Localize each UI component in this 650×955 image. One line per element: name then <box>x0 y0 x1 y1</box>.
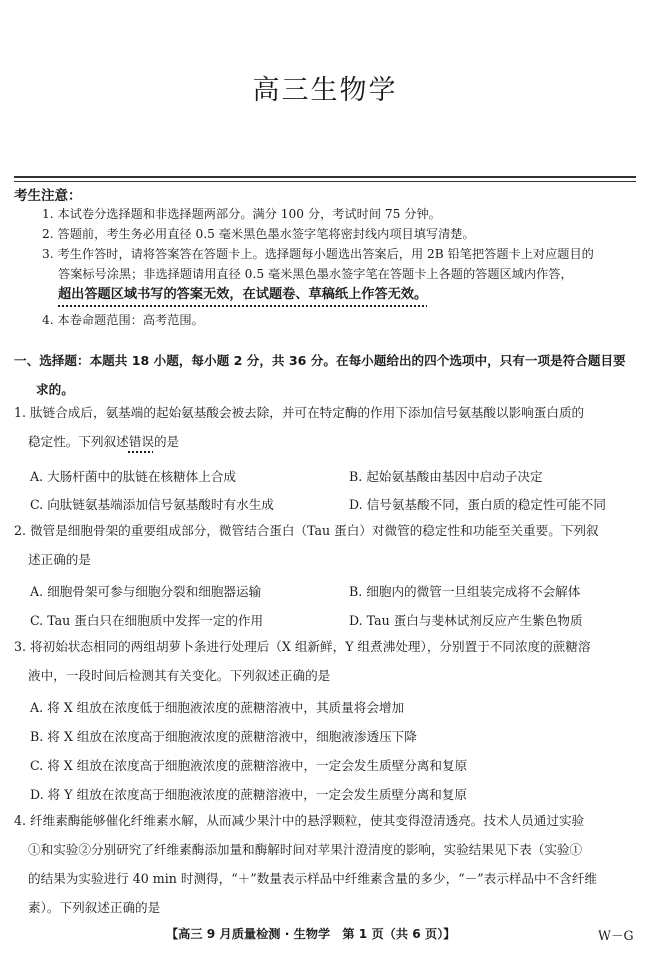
question-3-option-d: D. 将 Y 组放在浓度高于细胞液浓度的蔗糖溶液中，一定会发生质壁分离和复原 <box>30 787 467 802</box>
question-4-line-4: 素）。下列叙述正确的是 <box>28 900 161 915</box>
question-1-stem <box>14 398 640 456</box>
header-rule-thick <box>14 176 636 178</box>
question-2-option-c: C. Tau 蛋白只在细胞质中发挥一定的作用 <box>30 613 264 628</box>
notice-item-3-line-2: 答案标号涂黑；非选择题请用直径 0.5 毫米黑色墨水签字笔在答题卡上各题的答题区域内作答， <box>58 267 573 281</box>
question-3-line-2: 液中，一段时间后检测其有关变化。下列叙述正确的是 <box>28 668 331 683</box>
question-3-option-a: A. 将 X 组放在浓度低于细胞液浓度的蔗糖溶液中，其质量将会增加 <box>30 700 405 715</box>
question-2-option-a: A. 细胞骨架可参与细胞分裂和细胞器运输 <box>30 584 262 599</box>
header-rule-thin <box>14 181 636 182</box>
question-1-option-d: D. 信号氨基酸不同，蛋白质的稳定性可能不同 <box>349 497 606 512</box>
footer-code: W－G <box>598 928 634 943</box>
question-1-line-1: 1. 肽链合成后，氨基端的起始氨基酸会被去除，并可在特定酶的作用下添加信号氨基酸以影响蛋白质的 <box>14 405 585 420</box>
section-heading-line-2: 求的。 <box>36 382 74 397</box>
question-3-line-1: 3. 将初始状态相同的两组胡萝卜条进行处理后（X 组新鲜，Y 组煮沸处理），分别置于不同浓度的蔗糖溶 <box>14 639 591 654</box>
question-4-stem <box>14 806 640 922</box>
question-2-option-d: D. Tau 蛋白与斐林试剂反应产生紫色物质 <box>349 613 583 628</box>
question-1-emphasis: 错误 <box>128 434 154 449</box>
question-3-option-c: C. 将 X 组放在浓度高于细胞液浓度的蔗糖溶液中，一定会发生质壁分离和复原 <box>30 758 468 773</box>
question-2-stem <box>14 516 640 574</box>
section-heading <box>14 346 640 404</box>
question-2-line-2: 述正确的是 <box>28 552 91 567</box>
question-1-option-b: B. 起始氨基酸由基因中启动子决定 <box>349 469 543 484</box>
question-3-stem <box>14 632 640 690</box>
question-2-option-b: B. 细胞内的微管一旦组装完成将不会解体 <box>349 584 581 599</box>
footer-exam-info: 【高三 9 月质量检测 · 生物学 第 1 页（共 6 页）】 <box>166 927 456 941</box>
question-1-option-c: C. 向肽链氨基端添加信号氨基酸时有水生成 <box>30 497 274 512</box>
notice-emphasis: 超出答题区域书写的答案无效，在试题卷、草稿纸上作答无效。 <box>58 287 428 302</box>
page-title: 高三生物学 <box>252 75 398 106</box>
notice-item-4: 4. 本卷命题范围：高考范围。 <box>42 313 204 327</box>
notice-item-1: 1. 本试卷分选择题和非选择题两部分。满分 100 分，考试时间 75 分钟。 <box>42 207 441 221</box>
notice-heading: 考生注意： <box>14 188 82 204</box>
question-2-line-1: 2. 微管是细胞骨架的重要组成部分，微管结合蛋白（Tau 蛋白）对微管的稳定性和功能至关重要。下列叙 <box>14 523 599 538</box>
notice-item-2: 2. 答题前，考生务必用直径 0.5 毫米黑色墨水签字笔将密封线内项目填写清楚。 <box>42 227 475 241</box>
question-1-line-2: 稳定性。下列叙述错误的是 <box>28 434 180 449</box>
question-1-option-a: A. 大肠杆菌中的肽链在核糖体上合成 <box>30 469 237 484</box>
question-3-option-b: B. 将 X 组放在浓度高于细胞液浓度的蔗糖溶液中，细胞液渗透压下降 <box>30 729 417 744</box>
notice-item-3 <box>42 244 638 305</box>
question-4-line-3: 的结果为实验进行 40 min 时测得，“＋”数量表示样品中纤维素含量的多少，“－”表示样品中不含纤维 <box>28 871 598 886</box>
notice-item-3-line-1: 3. 考生作答时，请将答案答在答题卡上。选择题每小题选出答案后，用 2B 铅笔把答题卡上对应题目的 <box>42 247 594 261</box>
question-4-line-1: 4. 纤维素酶能够催化纤维素水解，从而减少果汁中的悬浮颗粒，使其变得澄清透亮。技术人员通过实验 <box>14 813 585 828</box>
question-4-line-2: ①和实验②分别研究了纤维素酶添加量和酶解时间对苹果汁澄清度的影响，实验结果见下表（实验① <box>28 842 583 857</box>
section-heading-line-1: 一、选择题：本题共 18 小题，每小题 2 分，共 36 分。在每小题给出的四个选项中，只有一项是符合题目要 <box>14 353 626 368</box>
